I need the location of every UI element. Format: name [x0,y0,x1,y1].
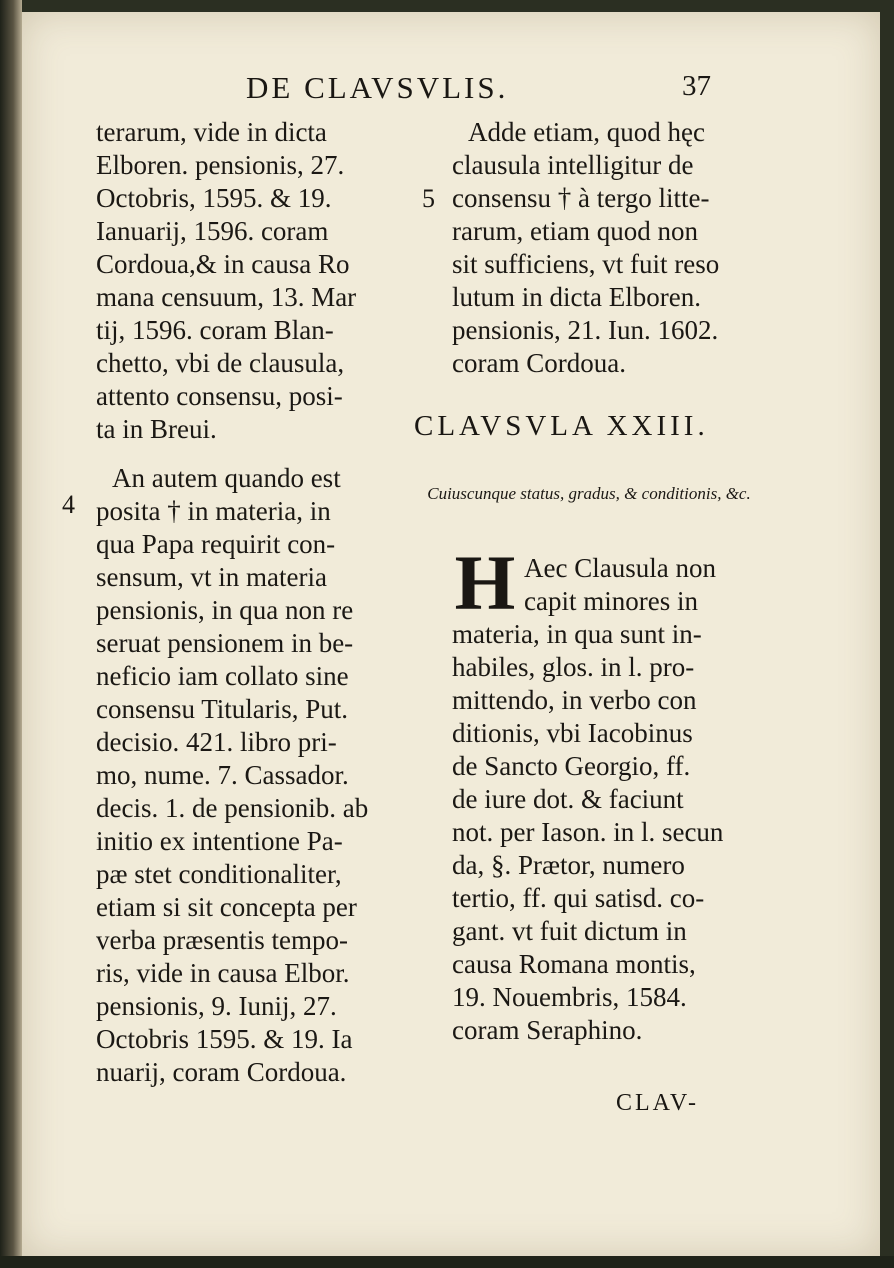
drop-cap: H [454,539,516,626]
text-line: mittendo, in verbo con [452,685,697,715]
text-line: mo, nume. 7. Cassador. [96,760,349,790]
text-line: pensionis, 9. Iunij, 27. [96,991,337,1021]
text-line: verba præsentis tempo- [96,925,348,955]
text-line: rarum, etiam quod non [452,216,698,246]
text-line: 19. Nouembris, 1584. [452,982,687,1012]
text-line: An autem quando est [112,463,341,493]
text-line: terarum, vide in dicta [96,117,327,147]
text-line: mana censuum, 13. Mar [96,282,357,312]
margin-number-4: 4 [62,490,75,519]
text-line: da, §. Prætor, numero [452,850,685,880]
text-line: decisio. 421. libro pri- [96,727,337,757]
text-line: lutum in dicta Elboren. [452,282,701,312]
right-paragraph-2 [452,539,772,1047]
text-line: de Sancto Georgio, ff. [452,751,691,781]
text-line: Ianuarij, 1596. coram [96,216,329,246]
text-line: pæ stet conditionaliter, [96,859,342,889]
text-line: ditionis, vbi Iacobinus [452,718,693,748]
section-heading: CLAVSVLA XXIII. [414,410,709,442]
text-line: consensu Titularis, Put. [96,694,349,724]
text-line: ta in Breui. [96,414,217,444]
text-line: gant. vt fuit dictum in [452,916,687,946]
text-line: chetto, vbi de clausula, [96,348,345,378]
left-paragraph-1 [96,116,396,446]
text-line: Aec Clausula non [524,553,716,583]
text-line: ris, vide in causa Elbor. [96,958,350,988]
margin-number-5: 5 [422,184,435,213]
binding-shadow [0,0,22,1268]
right-column [452,116,772,380]
text-line: Elboren. pensionis, 27. [96,150,345,180]
catchword: CLAV- [616,1090,700,1116]
text-line: qua Papa requirit con- [96,529,336,559]
text-line: pensionis, 21. Iun. 1602. [452,315,719,345]
text-line: pensionis, in qua non re [96,595,354,625]
text-line: neficio iam collato sine [96,661,349,691]
text-line: sit sufficiens, vt fuit reso [452,249,720,279]
text-line: de iure dot. & faciunt [452,784,684,814]
text-line: causa Romana montis, [452,949,696,979]
text-line: nuarij, coram Cordoua. [96,1057,347,1087]
text-line: consensu † à tergo litte- [452,183,710,213]
left-column [96,116,396,1089]
text-line: sensum, vt in materia [96,562,327,592]
bottom-edge [0,1256,894,1268]
text-line: attento consensu, posi- [96,381,343,411]
text-line: coram Cordoua. [452,348,626,378]
text-line: seruat pensionem in be- [96,628,354,658]
text-line: materia, in qua sunt in- [452,619,702,649]
text-line: tertio, ff. qui satisd. co- [452,883,705,913]
text-line: coram Seraphino. [452,1015,643,1045]
text-line: decis. 1. de pensionib. ab [96,793,369,823]
text-line: Octobris 1595. & 19. Ia [96,1024,353,1054]
left-paragraph-2 [96,462,396,1089]
text-line: Octobris, 1595. & 19. [96,183,332,213]
text-line: clausula intelligitur de [452,150,694,180]
text-line: habiles, glos. in l. pro- [452,652,695,682]
right-paragraph-1 [452,116,772,380]
text-line: posita † in materia, in [96,496,331,526]
text-line: capit minores in [524,586,698,616]
text-line: Cordoua,& in causa Ro [96,249,350,279]
text-line: not. per Iason. in l. secun [452,817,724,847]
text-line: tij, 1596. coram Blan- [96,315,334,345]
page-number: 37 [682,70,711,102]
running-head: DE CLAVSVLIS. [246,70,509,105]
text-line: etiam si sit concepta per [96,892,357,922]
text-line: Adde etiam, quod hęc [468,117,705,147]
text-line: initio ex intentione Pa- [96,826,343,856]
section-subheading: Cuiuscunque status, gradus, & conditionis, &c. [427,484,751,503]
